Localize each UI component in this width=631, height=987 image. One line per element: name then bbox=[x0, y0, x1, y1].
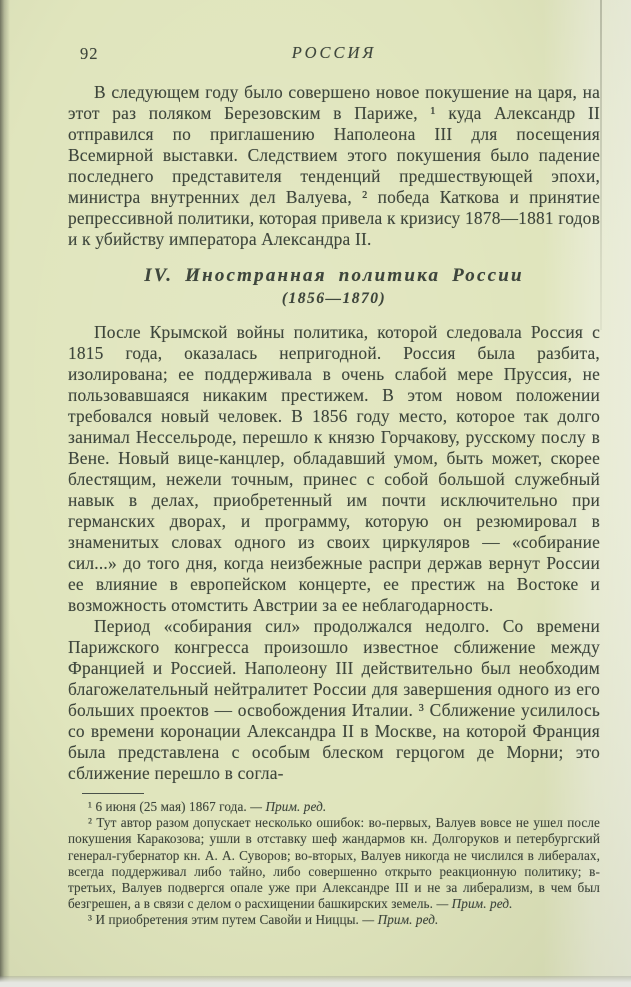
footnote-separator-rule bbox=[82, 793, 144, 794]
footnote-1-attribution: — Прим. ред. bbox=[250, 799, 327, 814]
footnotes-block bbox=[68, 799, 600, 929]
footnote-3-text: ³ И приобретения этим путем Савойи и Ниццы. bbox=[88, 912, 359, 928]
running-head: РОССИЯ bbox=[291, 43, 377, 62]
section-heading-title: IV. Иностранная политика России bbox=[144, 265, 524, 286]
footnote-2-text: ² Тут автор разом допускает несколько ошибок: во-первых, Валуев вовсе не ушел после покушения Каракозова; ушли в отставку шеф жандармов кн. Долгоруков и петербургский генерал-губернатор кн. А. А. Суворов; во-вторых, Валуев никогда не числился в либералах, всегда поддерживал либо тайно, либо совершенно открыто реакционную политику; в-третьих, Валуев подвергся опале уже при Александре III и не за либерализм, в чем был безгрешен, а в связи с делом о расхищении башкирских земель. bbox=[68, 815, 600, 912]
page-header bbox=[68, 42, 600, 62]
page-content bbox=[68, 42, 600, 929]
page-crease-line bbox=[600, 0, 602, 330]
paragraph-1: В следующем году было совершено новое покушение на царя, на этот раз поляком Березовским в Париже, ¹ куда Александр II отправился по приглашению Наполеона III для посещения Всемирной выставки. Следствием этого покушения было падение последнего представителя тенденций предшествующей эпохи, министра внутренних дел Валуева, ² победа Каткова и принятие репрессивной политики, которая привела к кризису 1878—1881 годов и к убийству императора Александра II. bbox=[68, 82, 600, 249]
footnote-1-text: ¹ 6 июня (25 мая) 1867 года. bbox=[88, 799, 247, 814]
footnote-3 bbox=[68, 912, 600, 928]
paragraph-2: После Крымской войны политика, которой следовала Россия с 1815 года, оказалась непригодной. Россия была разбита, изолирована; ее поддерживала в очень слабой мере Пруссия, не пользовавшаяся никаким престижем. В этом новом положении требовался новый человек. В 1856 году место, которое так долго занимал Нессельроде, перешло к князю Горчакову, русскому послу в Вене. Новый вице-канцлер, обладавший умом, быть может, скорее блестящим, нежели точным, принес с собой большой служебный навык в делах, приобретенный им почти исключительно при германских дворах, и программу, которую он резюмировал в знаменитых словах одного из своих циркуляров — «собирание сил...» до того дня, когда неизбежные распри держав вернут России ее влияние в европейском концерте, ее престиж на Востоке и возможность отомстить Австрии за ее неблагодарность. bbox=[68, 322, 600, 615]
page-left-edge-shadow bbox=[0, 0, 10, 987]
page-bottom-edge bbox=[0, 976, 631, 987]
page-number: 92 bbox=[80, 44, 99, 63]
footnote-2-attribution: — Прим. ред. bbox=[436, 896, 513, 912]
section-heading-years: (1856—1870) bbox=[281, 290, 387, 307]
footnote-3-attribution: — Прим. ред. bbox=[362, 912, 439, 928]
footnote-2 bbox=[68, 815, 600, 912]
paragraph-3: Период «собирания сил» продолжался недолго. Со времени Парижского конгресса произошло известное сближение между Францией и Россией. Наполеону III действительно был необходим благожелательный нейтралитет России для завершения одного из его больших проектов — освобождения Италии. ³ Сближение усилилось со времени коронации Александра II в Москве, на которой Франция была представлена с особым блеском герцогом де Морни; это сближение перешло в согла- bbox=[68, 616, 600, 783]
footnote-1 bbox=[68, 799, 600, 815]
